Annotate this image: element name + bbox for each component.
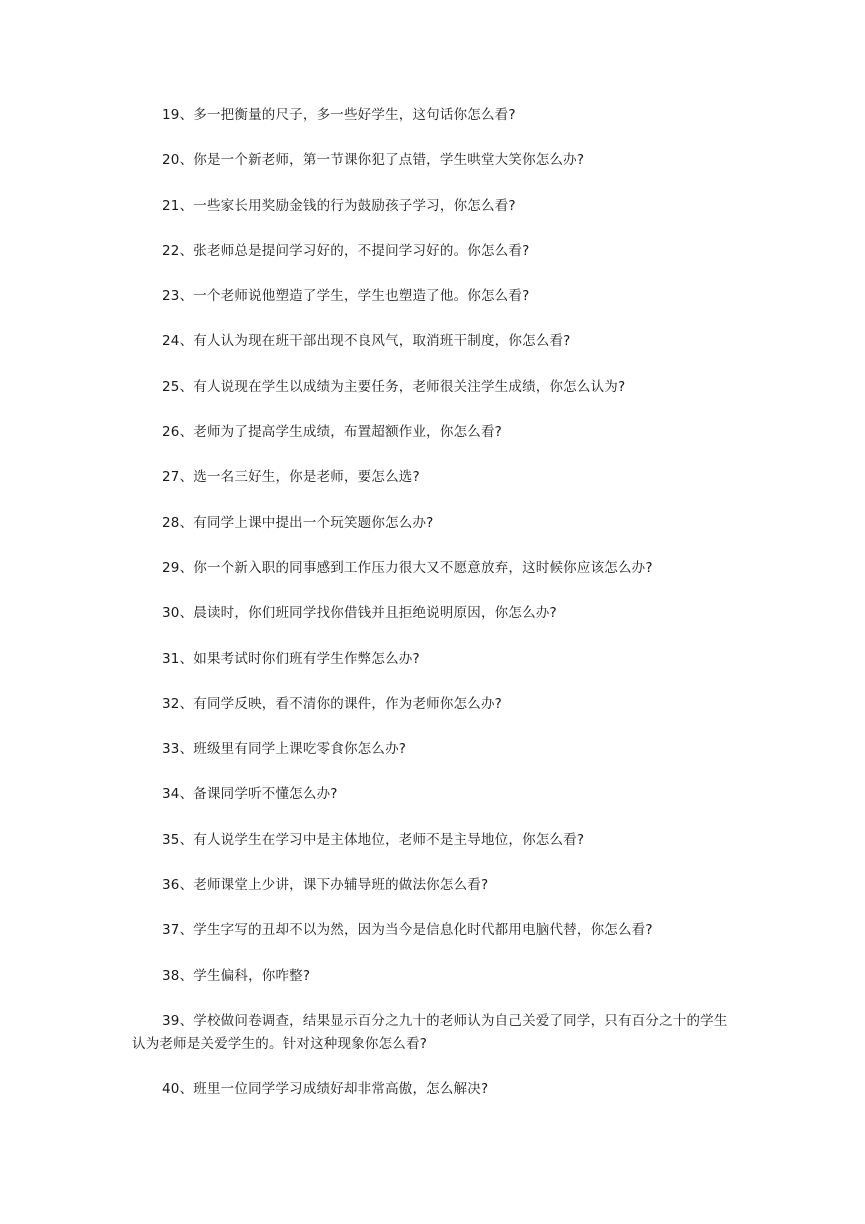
question-item: 35、有人说学生在学习中是主体地位，老师不是主导地位，你怎么看? bbox=[162, 831, 585, 848]
question-item: 37、学生字写的丑却不以为然，因为当今是信息化时代都用电脑代替，你怎么看? bbox=[162, 922, 653, 939]
question-item: 21、一些家长用奖励金钱的行为鼓励孩子学习，你怎么看? bbox=[162, 197, 516, 214]
question-item: 33、班级里有同学上课吃零食你怎么办? bbox=[162, 741, 407, 758]
question-item: 25、有人说现在学生以成绩为主要任务，老师很关注学生成绩，你怎么认为? bbox=[162, 378, 626, 395]
question-item: 40、班里一位同学学习成绩好却非常高傲，怎么解决? bbox=[162, 1081, 489, 1098]
question-item: 26、老师为了提高学生成绩，布置超额作业，你怎么看? bbox=[162, 424, 503, 441]
question-item: 39、学校做问卷调查，结果显示百分之九十的老师认为自己关爱了同学，只有百分之十的学生认为老师是关爱学生的。针对这种现象你怎么看? bbox=[132, 1012, 728, 1052]
question-list bbox=[132, 104, 736, 1124]
question-item: 22、张老师总是提问学习好的，不提问学习好的。你怎么看? bbox=[162, 242, 530, 259]
question-item: 19、多一把衡量的尺子，多一些好学生，这句话你怎么看? bbox=[162, 107, 516, 123]
question-item: 24、有人认为现在班干部出现不良风气，取消班干制度，你怎么看? bbox=[162, 333, 571, 350]
question-item: 36、老师课堂上少讲，课下办辅导班的做法你怎么看? bbox=[162, 877, 489, 894]
question-item: 27、选一名三好生，你是老师，要怎么选? bbox=[162, 469, 420, 486]
question-item: 23、一个老师说他塑造了学生，学生也塑造了他。你怎么看? bbox=[162, 288, 530, 305]
question-item: 32、有同学反映，看不清你的课件，作为老师你怎么办? bbox=[162, 695, 503, 712]
question-item: 20、你是一个新老师，第一节课你犯了点错，学生哄堂大笑你怎么办? bbox=[162, 152, 585, 169]
question-item: 38、学生偏科，你咋整? bbox=[162, 967, 311, 984]
question-item: 29、你一个新入职的同事感到工作压力很大又不愿意放弃，这时候你应该怎么办? bbox=[162, 559, 653, 576]
question-item: 28、有同学上课中提出一个玩笑题你怎么办? bbox=[162, 514, 434, 531]
question-item: 34、备课同学听不懂怎么办? bbox=[162, 786, 338, 803]
question-item: 31、如果考试时你们班有学生作弊怎么办? bbox=[162, 650, 420, 667]
question-item: 30、晨读时，你们班同学找你借钱并且拒绝说明原因，你怎么办? bbox=[162, 605, 557, 622]
